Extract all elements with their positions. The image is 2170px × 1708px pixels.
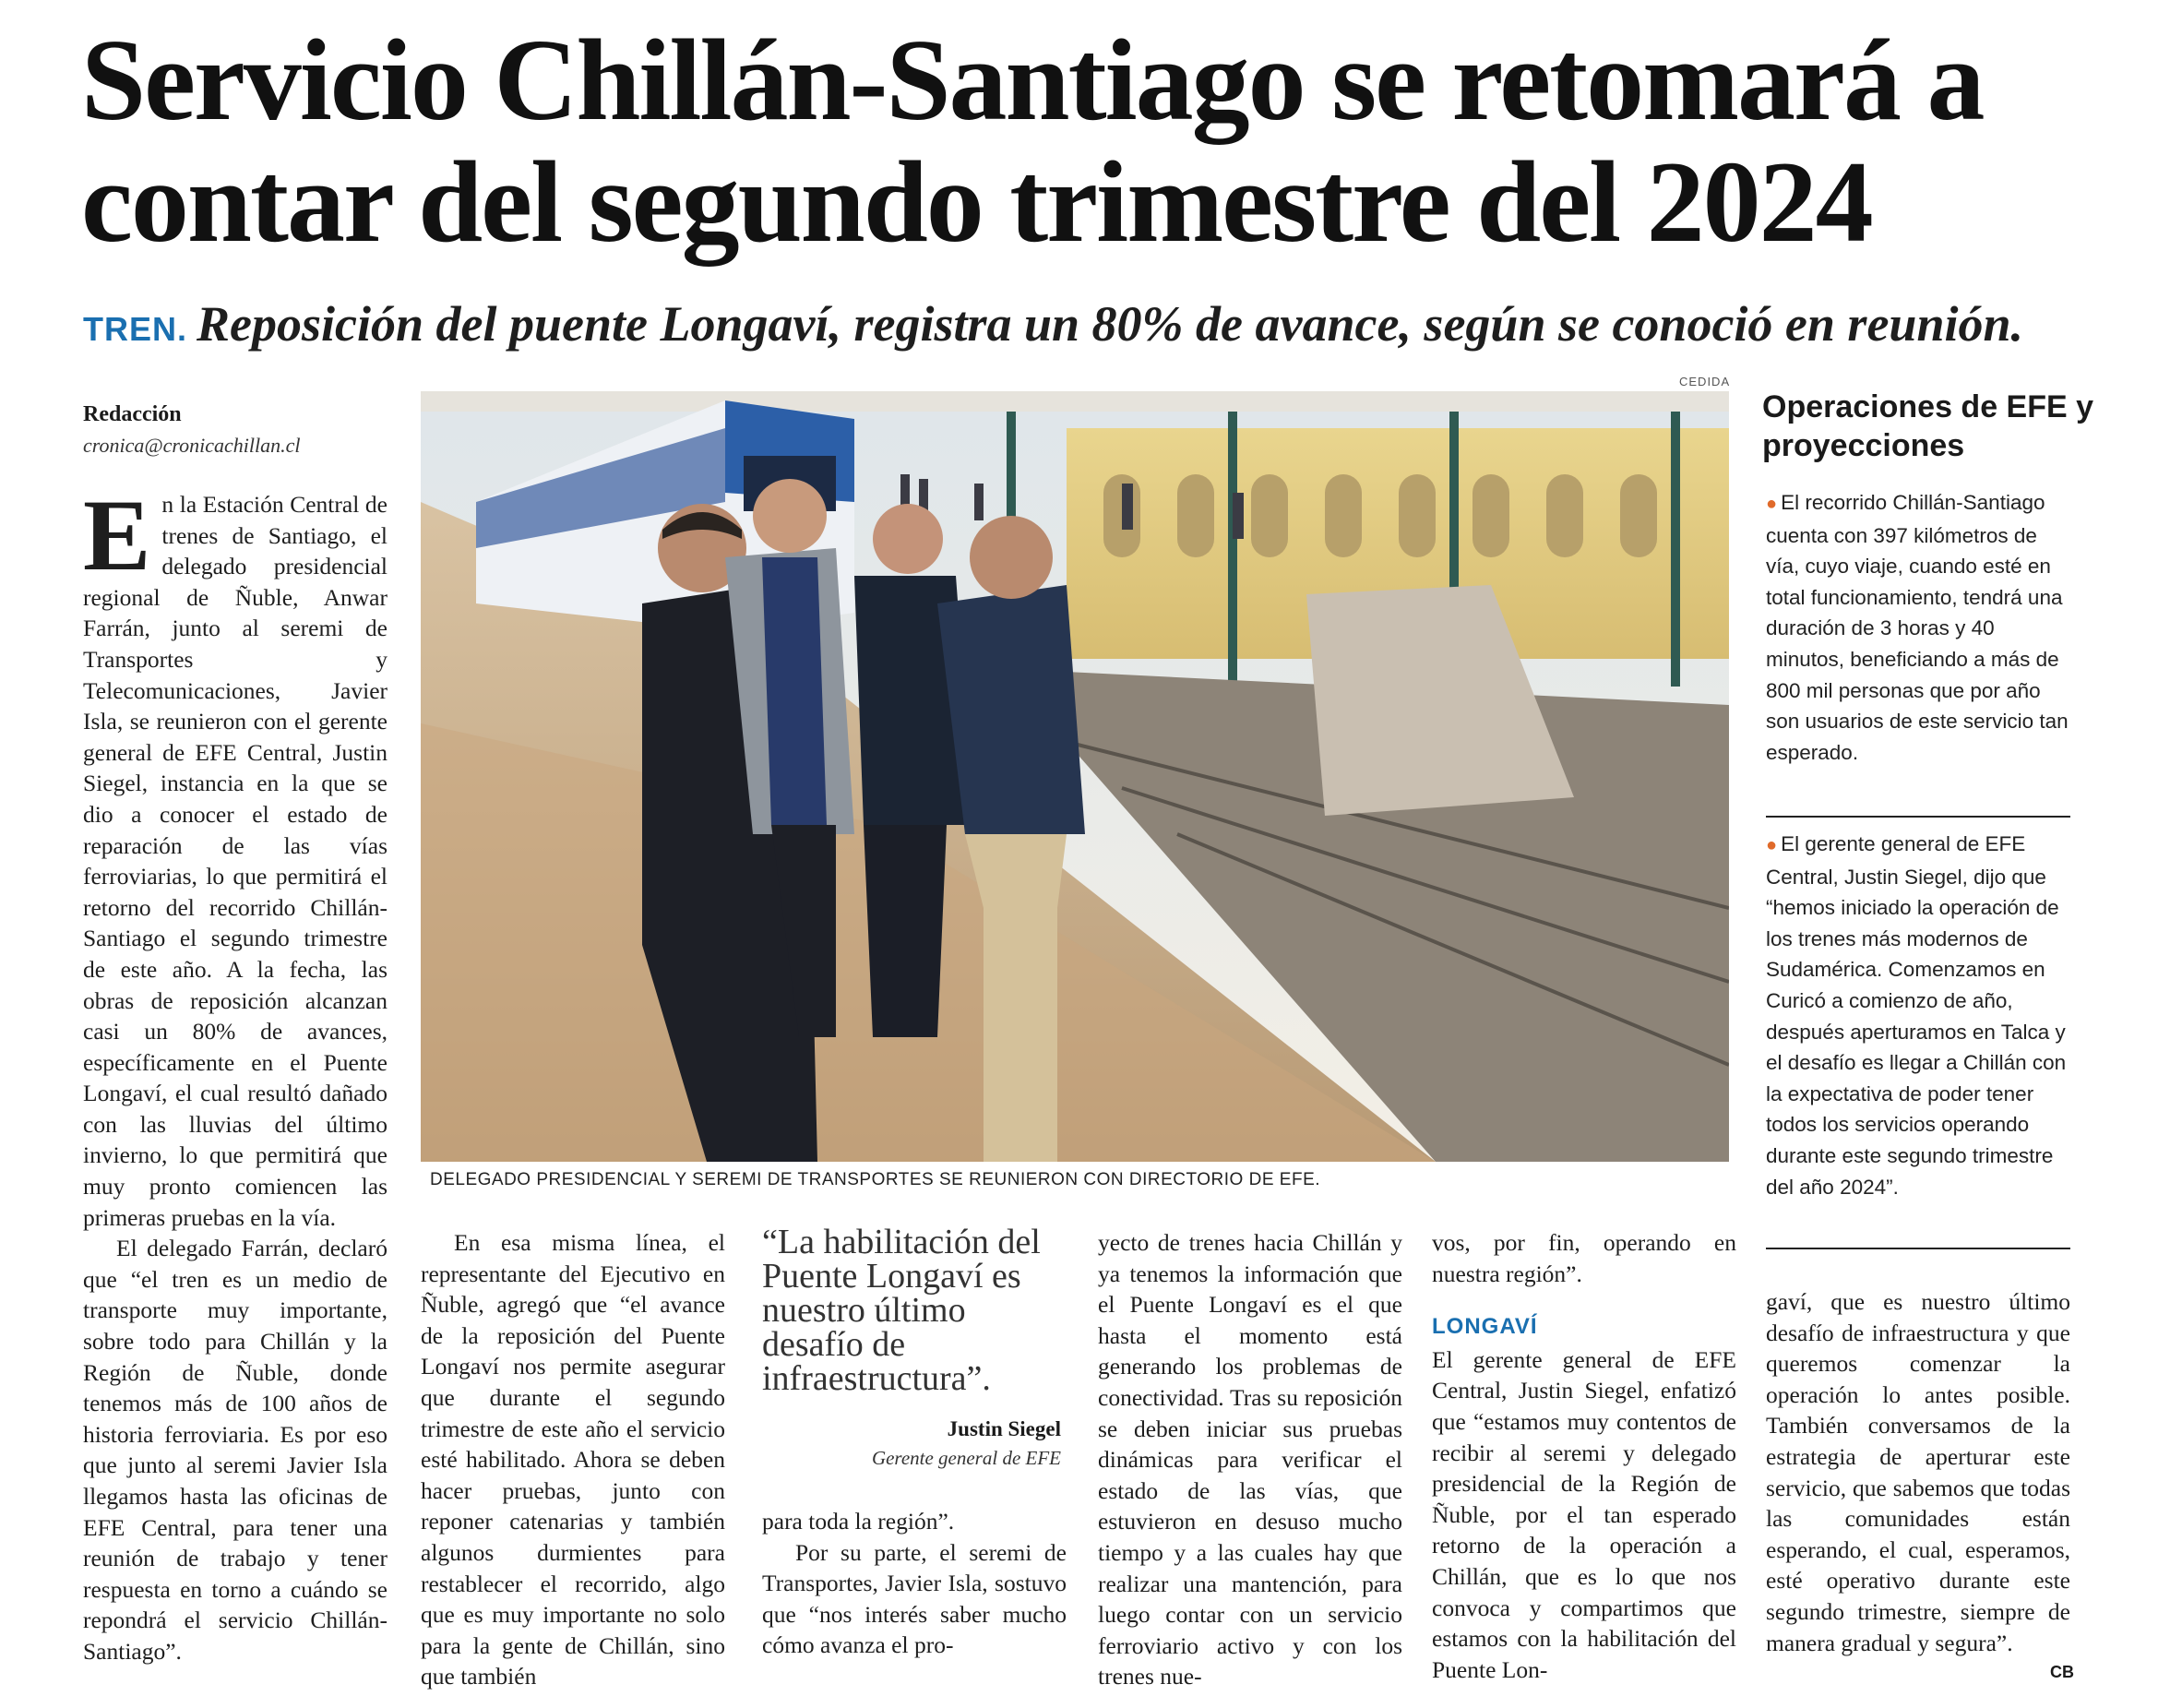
subheadline [83, 293, 2131, 360]
sidebar-divider [1766, 816, 2070, 818]
sidebar-item-text: El recorrido Chillán-Santiago cuenta con 397 kilómetros de vía, cuyo viaje, cuando esté en total funcionamiento, tendrá una duración de 3 horas y 40 minutos, beneficiando a más de 800 mil personas que por año son usuarios de este servicio tan esperado. [1766, 491, 2069, 764]
paragraph: Por su parte, el seremi de Transportes, Javier Isla, sostuvo que “nos interés saber mucho cómo avanza el pro- [762, 1538, 1067, 1659]
sidebar-title: Operaciones de EFE y proyecciones [1762, 389, 2094, 463]
quote-author: Justin Siegel [947, 1417, 1061, 1440]
paragraph: yecto de trenes hacia Chillán y ya tenemos la información que el Puente Longaví es el que hasta el momento está generando los problemas de conectividad. Tras su reposición se deben iniciar sus pruebas dinámicas para verificar el estado de las vías, que estuvieron en desuso mucho tiempo y a las cuales hay que realizar una mantención, para luego contar con un servicio ferroviario activo y con los trenes nue- [1098, 1229, 1402, 1690]
headline-line-2: contar del segundo trimestre del 2024 [81, 138, 1872, 267]
article-column-3 [762, 1506, 1067, 1661]
subhead-text: Reposición del puente Longaví, registra un 80% de avance, según se conoció en reunión. [197, 296, 2024, 352]
paragraph-text: n la Estación Central de trenes de Santiago, el delegado presidencial regional de Ñuble, Anwar Farrán, junto al seremi de Transportes y Telecomunicaciones, Javier Isla, se reunieron con el gerente general de EFE Central, Justin Siegel, instancia en la que se dio a conocer el estado de reparación de las vías ferroviarias, lo que permitirá el retorno del recorrido Chillán-Santiago el segundo trimestre de este año. A la fecha, las obras de reposición alcanzan casi un 80% de avances, específicamente en el Puente Longaví, el cual resultó dañado con las lluvias del último invierno, lo que permitirá que muy pronto comiencen las primeras pruebas en la vía. [83, 491, 388, 1231]
paragraph: En esa misma línea, el representante del Ejecutivo en Ñuble, agregó que “el avance de la reposición del Puente Longaví nos permite asegurar que durante el segundo trimestre de este año el servicio esté habilitado. Ahora se deben hacer pruebas, junto con reponer catenarias y también algunos durmientes para restablecer el recorrido, algo que es muy importante no solo para la gente de Chillán, sino que también [421, 1229, 725, 1690]
end-mark: CB [2050, 1663, 2074, 1681]
paragraph: vos, por fin, operando en nuestra región”. [1432, 1229, 1736, 1287]
article-photo [421, 391, 1729, 1162]
paragraph: El gerente general de EFE Central, Justin Siegel, enfatizó que “estamos muy contentos de recibir al seremi y delegado presidencial de la Región de Ñuble, por el tan esperado retorno de la operación a Chillán, que es lo que nos convoca y compartimos que estamos con la habilitación del Puente Lon- [1432, 1345, 1736, 1683]
article-column-6 [1766, 1286, 2070, 1658]
station-photo-illustration [421, 391, 1729, 1162]
article-column-1 [83, 479, 388, 1667]
paragraph [83, 479, 388, 1233]
dropcap: E [83, 479, 151, 591]
headline-line-1: Servicio Chillán-Santiago se retomará a [81, 17, 1984, 145]
photo-credit: CEDIDA [1679, 375, 1731, 388]
bullet-icon: ● [1766, 494, 1778, 514]
paragraph: gaví, que es nuestro último desafío de infraestructura y que queremos comenzar la operación lo antes posible. También conversamos de la estrategia de aperturar este servicio, que sabemos que todas las comunidades están esperando, el cual, esperamos, esté operativo durante este segundo trimestre, siempre de manera gradual y segura”. [1766, 1288, 2070, 1656]
pull-quote: “La habilitación del Puente Longaví es nuestro último desafío de infraestructura”. [762, 1223, 1041, 1398]
paragraph: para toda la región”. [762, 1508, 955, 1535]
subhead-tag: TREN. [83, 310, 187, 348]
article-column-4 [1098, 1227, 1402, 1692]
bullet-icon: ● [1766, 835, 1778, 855]
sidebar-item-1 [1766, 487, 2070, 768]
quote-author-role: Gerente general de EFE [871, 1447, 1061, 1469]
sidebar-bottom-rule [1766, 1248, 2070, 1249]
byline: Redacción [83, 402, 182, 426]
headline [81, 17, 2111, 267]
byline-email: cronica@cronicachillan.cl [83, 434, 301, 457]
paragraph: El delegado Farrán, declaró que “el tren es un medio de transporte muy importante, sobre todo para Chillán y la Región de Ñuble, donde tenemos más de 100 años de historia ferroviaria. Es por eso que junto al seremi Javier Isla llegamos hasta las oficinas de EFE Central, para tener una reunión de trabajo y tener respuesta en torno a cuándo se repondrá el servicio Chillán-Santiago”. [83, 1235, 388, 1665]
article-column-2 [421, 1227, 725, 1692]
sidebar-item-text: El gerente general de EFE Central, Justin Siegel, dijo que “hemos iniciado la operación de los trenes más modernos de Sudamérica. Comenzamos en Curicó a comienzo de año, después aperturamos en Talca y el desafío es llegar a Chillán con la expectativa de poder tener todos los servicios operando durante este segundo trimestre del año 2024”. [1766, 832, 2067, 1199]
article-column-5 [1432, 1227, 1736, 1685]
photo-caption: DELEGADO PRESIDENCIAL Y SEREMI DE TRANSPORTES SE REUNIERON CON DIRECTORIO DE EFE. [430, 1170, 1321, 1189]
sidebar-item-2 [1766, 829, 2070, 1202]
section-label-longavi: LONGAVÍ [1432, 1314, 1538, 1340]
